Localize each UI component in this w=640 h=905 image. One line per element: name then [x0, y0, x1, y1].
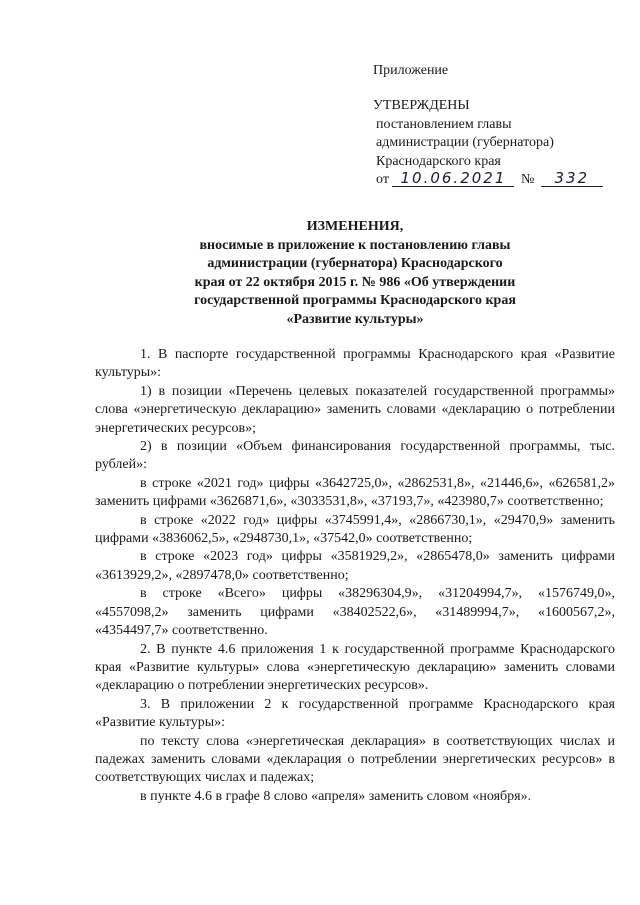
paragraph-row-total: в строке «Всего» цифры «38296304,9», «31204994,7», «1576749,0», «4557098,2» заменить цифрами «38402522,6», «31489994,7», «1600567,2», «4354497,7» соответственно.: [95, 586, 615, 639]
paragraph-1: 1. В паспорте государственной программы Краснодарского края «Развитие культуры»:: [95, 347, 615, 381]
heading-line: государственной программы Краснодарского края: [194, 293, 516, 309]
handwritten-number: 332: [541, 171, 603, 187]
heading-title: ИЗМЕНЕНИЯ,: [306, 219, 404, 234]
paragraph-2: 2. В пункте 4.6 приложения 1 к государственной программе Краснодарского края «Развитие культуры» слова «энергетическую декларацию» заменить словами «декларацию о потреблении энергетических ресурсов».: [95, 641, 615, 694]
heading-line: вносимые в приложение к постановлению главы: [199, 237, 511, 253]
paragraph-1-2: 2) в позиции «Объем финансирования государственной программы, тыс. рублей»:: [95, 439, 615, 473]
document-heading: [95, 218, 615, 330]
paragraph-3-text: по тексту слова «энергетическая декларация» в соответствующих числах и падежах заменить словами «декларация о потреблении энергетических ресурсов» в соответствующих числах и падежах;: [95, 733, 615, 786]
heading-line: «Развитие культуры»: [286, 311, 424, 327]
appendix-label: Приложение: [373, 63, 449, 78]
approved-label: УТВЕРЖДЕНЫ: [373, 98, 470, 114]
paragraph-1-1: 1) в позиции «Перечень целевых показателей государственной программы» слова «энергетическую декларацию» заменить словами «декларацию о потреблении энергетических ресурсов»;: [95, 383, 615, 436]
decree-line: постановлением главы: [376, 116, 512, 132]
number-label: №: [520, 172, 535, 188]
paragraph-row-2021: в строке «2021 год» цифры «3642725,0», «2862531,8», «21446,6», «626581,2» заменить цифрами «3626871,6», «3033531,8», «37193,7», «423980,7» соответственно;: [95, 475, 615, 510]
heading-line: края от 22 октября 2015 г. № 986 «Об утверждении: [194, 274, 516, 290]
decree-line: администрации (губернатора): [376, 135, 554, 151]
heading-line: администрации (губернатора) Краснодарского: [207, 256, 503, 272]
date-line: [376, 171, 623, 189]
date-prefix: от: [376, 172, 389, 188]
approval-stamp: [373, 62, 623, 189]
handwritten-date: 10.06.2021: [392, 171, 514, 187]
paragraph-3-item: в пункте 4.6 в графе 8 слово «апреля» заменить словом «ноября».: [140, 788, 532, 804]
document-body: [95, 346, 615, 806]
decree-line: Краснодарского края: [376, 153, 501, 169]
paragraph-3: 3. В приложении 2 к государственной программе Краснодарского края «Развитие культуры»:: [95, 696, 615, 731]
paragraph-row-2022: в строке «2022 год» цифры «3745991,4», «2866730,1», «29470,9» заменить цифрами «3836062,5», «2948730,1», «37542,0» соответственно;: [95, 512, 615, 547]
paragraph-row-2023: в строке «2023 год» цифры «3581929,2», «2865478,0» заменить цифрами «3613929,2», «2897478,0» соответственно;: [95, 549, 615, 583]
